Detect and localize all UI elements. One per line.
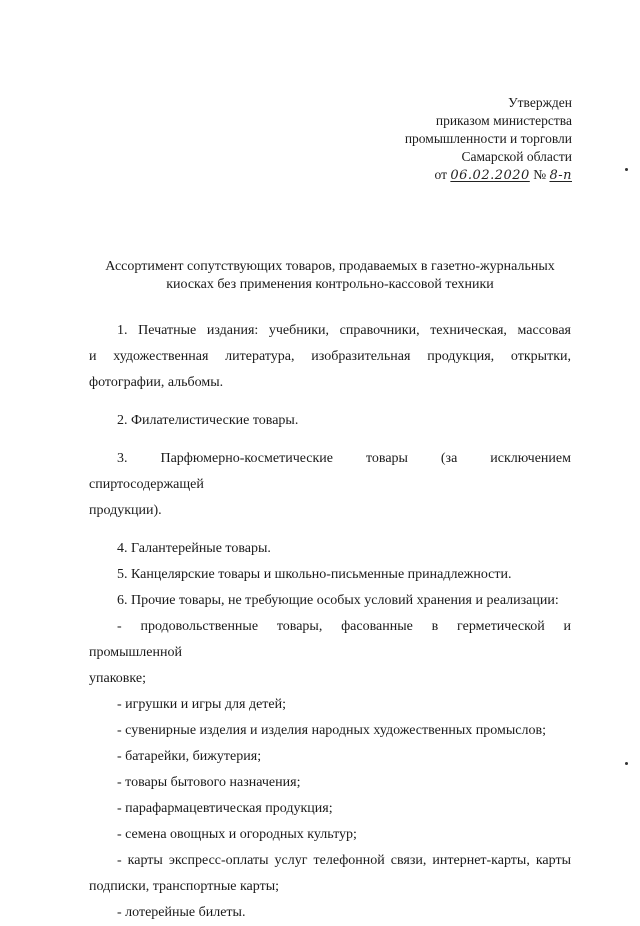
- approval-line-order: приказом министерства: [435, 113, 572, 128]
- assortment-list: [89, 318, 571, 926]
- sub-item-household: - товары бытового назначения;: [117, 775, 301, 790]
- approval-date-number-line: [405, 166, 572, 185]
- from-label: от: [434, 167, 447, 182]
- list-item-6: 6. Прочие товары, не требующие особых условий хранения и реализации:: [117, 593, 559, 608]
- number-label: №: [533, 167, 547, 182]
- list-item-3-line-2: продукции).: [89, 503, 162, 518]
- list-item-1-line-3: фотографии, альбомы.: [89, 375, 224, 390]
- approval-line-region: Самарской области: [461, 149, 572, 164]
- list-item-2: 2. Филателистические товары.: [117, 413, 299, 428]
- approval-line-ministry: промышленности и торговли: [404, 131, 572, 146]
- list-item-3-line-1: 3. Парфюмерно-косметические товары (за исключением спиртосодержащей: [89, 451, 571, 492]
- list-item-5: 5. Канцелярские товары и школьно-письменные принадлежности.: [117, 567, 512, 582]
- handwritten-date: 06.02.2020: [450, 168, 530, 183]
- scan-speck: [625, 762, 628, 765]
- title-line-1: Ассортимент сопутствующих товаров, продаваемых в газетно-журнальных: [105, 259, 555, 274]
- sub-item-toys: - игрушки и игры для детей;: [117, 697, 287, 712]
- sub-item-lottery: - лотерейные билеты.: [117, 905, 246, 920]
- handwritten-number: 8-п: [549, 168, 572, 183]
- document-title: [95, 258, 565, 294]
- scan-speck: [625, 168, 628, 171]
- list-item-1-line-1: 1. Печатные издания: учебники, справочники, техническая, массовая: [117, 323, 571, 338]
- sub-item-souvenirs: - сувенирные изделия и изделия народных художественных промыслов;: [117, 723, 546, 738]
- sub-item-seeds: - семена овощных и огородных культур;: [117, 827, 357, 842]
- sub-item-food-line-1: - продовольственные товары, фасованные в герметической и промышленной: [89, 619, 571, 660]
- sub-item-food-line-2: упаковке;: [89, 671, 146, 686]
- list-item-1-line-2: и художественная литература, изобразительная продукция, открытки,: [89, 349, 571, 364]
- sub-item-parapharma: - парафармацевтическая продукция;: [117, 801, 333, 816]
- title-line-2: киосках без применения контрольно-кассовой техники: [166, 277, 494, 292]
- sub-item-cards-line-2: подписки, транспортные карты;: [89, 879, 279, 894]
- approval-line-approved: Утвержден: [508, 95, 572, 110]
- sub-item-batteries: - батарейки, бижутерия;: [117, 749, 262, 764]
- sub-item-cards-line-1: - карты экспресс-оплаты услуг телефонной связи, интернет-карты, карты: [117, 853, 571, 868]
- list-item-4: 4. Галантерейные товары.: [117, 541, 271, 556]
- approval-block: [405, 94, 572, 185]
